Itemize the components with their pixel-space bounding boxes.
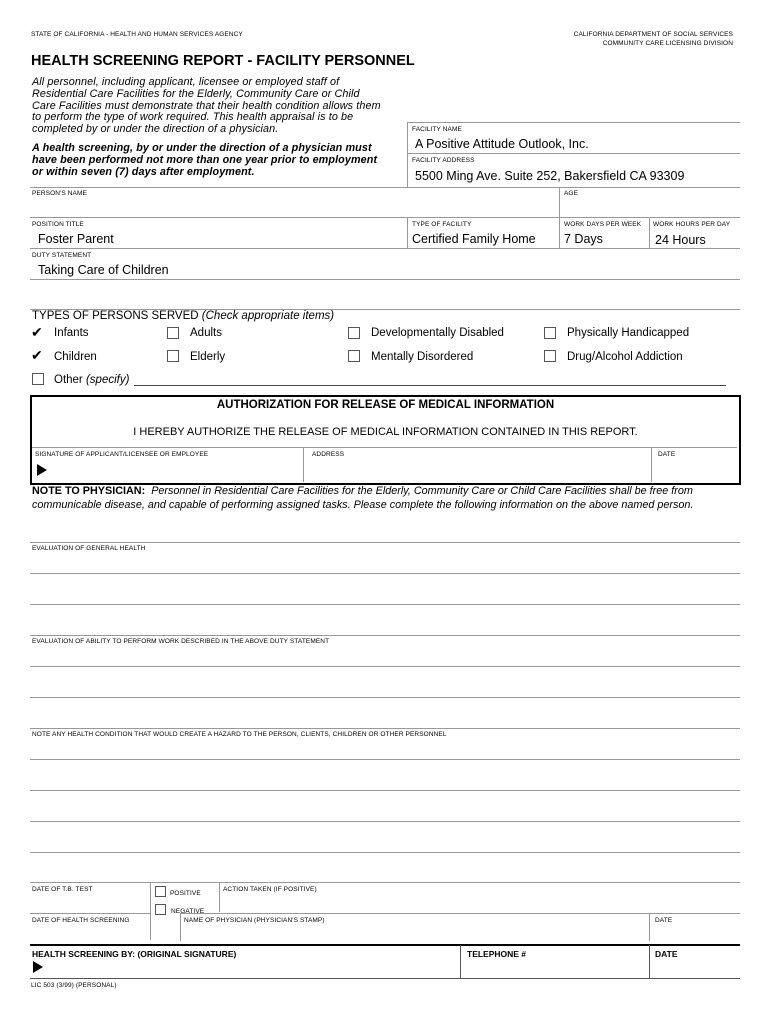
elderly-checkbox[interactable] [167,350,179,362]
facility-name-label: FACILITY NAME [412,126,462,133]
ability-field[interactable] [30,648,740,726]
screening-signature-field[interactable] [48,958,453,976]
footer-date-field[interactable] [655,958,735,976]
intro-bold-line: or within seven (7) days after employment. [32,165,255,178]
tb-negative-label: NEGATIVE [171,908,205,915]
ability-label: EVALUATION OF ABILITY TO PERFORM WORK DESCRIBED IN THE ABOVE DUTY STATEMENT [32,638,330,645]
intro-text [32,77,397,178]
applicant-signature-field[interactable] [52,460,297,478]
footer-date-label: DATE [655,949,678,959]
mentally-disordered-checkbox[interactable] [348,350,360,362]
applicant-signature-label: SIGNATURE OF APPLICANT/LICENSEE OR EMPLOYEE [35,451,209,458]
adults-label: Adults [190,327,222,339]
hazard-field[interactable] [30,740,740,880]
tb-negative-checkbox[interactable] [155,904,166,915]
tb-positive-label: POSITIVE [170,890,201,897]
address-field[interactable] [310,460,645,478]
intro-bold-line: have been performed not more than one year prior to employment [32,153,378,166]
intro-line: Residential Care Facilities for the Elderly, Community Care or Child [32,87,360,100]
authorization-statement: I HEREBY AUTHORIZE THE RELEASE OF MEDICAL INFORMATION CONTAINED IN THIS REPORT. [133,426,638,438]
position-title-field[interactable]: Foster Parent [38,232,114,246]
children-checkbox[interactable]: ✔ [31,347,43,363]
screening-date-label: DATE OF HEALTH SCREENING [32,917,130,924]
auth-date-field[interactable] [656,460,734,478]
persons-name-field[interactable] [32,198,552,216]
form-title: HEALTH SCREENING REPORT - FACILITY PERSONNEL [31,53,415,69]
physician-date-field[interactable] [655,926,735,940]
agency-right-2: COMMUNITY CARE LICENSING DIVISION [602,40,733,47]
mentally-disordered-label: Mentally Disordered [371,351,474,363]
facility-address-field[interactable]: 5500 Ming Ave. Suite 252, Bakersfield CA 93309 [415,169,685,183]
duty-statement-label: DUTY STATEMENT [32,252,92,259]
intro-line: completed by or under the direction of a physician. [32,123,279,136]
work-hours-field[interactable]: 24 Hours [655,233,706,247]
duty-statement-field[interactable]: Taking Care of Children [38,263,169,277]
intro-line: to perform the type of work required. This health appraisal is to be [32,111,354,124]
arrow-right-icon [37,464,47,476]
elderly-label: Elderly [190,351,226,363]
children-label: Children [54,351,97,363]
other-specify-field[interactable] [134,385,726,386]
tb-positive-checkbox[interactable] [155,886,166,897]
infants-checkbox[interactable]: ✔ [31,324,43,340]
physician-name-field[interactable] [184,926,644,940]
auth-date-label: DATE [658,451,676,458]
drug-alcohol-checkbox[interactable] [544,350,556,362]
general-health-field[interactable] [30,554,740,634]
screening-date-field[interactable] [32,926,147,940]
position-title-label: POSITION TITLE [32,221,84,228]
agency-left: STATE OF CALIFORNIA - HEALTH AND HUMAN SERVICES AGENCY [31,31,243,38]
physician-date-label: DATE [655,917,673,924]
adults-checkbox[interactable] [167,327,179,339]
age-field[interactable] [564,198,734,216]
tb-date-field[interactable] [32,895,147,909]
phys-handicapped-label: Physically Handicapped [567,327,690,339]
telephone-label: TELEPHONE # [467,949,527,959]
facility-type-label: TYPE OF FACILITY [412,221,472,228]
note-to-physician: NOTE TO PHYSICIAN: Personnel in Residential Care Facilities for the Elderly, Community Care or Child Care Facilities shall be free from communicable disease, and capable of performing assigned tasks. Please complete the following information on the above named person. [32,485,694,511]
physician-name-label: NAME OF PHYSICIAN (PHYSICIAN'S STAMP) [184,917,325,924]
work-days-field[interactable]: 7 Days [564,232,603,246]
work-days-label: WORK DAYS PER WEEK [564,221,642,228]
intro-line: All personnel, including applicant, licensee or employed staff of [32,76,340,88]
form-id: LIC 503 (3/99) (PERSONAL) [31,982,117,989]
persons-name-label: PERSON'S NAME [32,190,87,197]
arrow-right-icon [33,961,43,973]
action-taken-label: ACTION TAKEN (IF POSITIVE) [223,886,317,893]
dev-disabled-label: Developmentally Disabled [371,327,504,339]
age-label: AGE [564,190,579,197]
address-label: ADDRESS [312,451,345,458]
infants-label: Infants [54,327,89,339]
hazard-label: NOTE ANY HEALTH CONDITION THAT WOULD CREATE A HAZARD TO THE PERSON, CLIENTS, CHILDREN OR OTHER PERSONNEL [32,731,447,738]
dev-disabled-checkbox[interactable] [348,327,360,339]
drug-alcohol-label: Drug/Alcohol Addiction [567,351,683,363]
other-label: Other (specify) [54,374,130,386]
intro-line: Care Facilities must demonstrate that their health condition allows them [32,99,381,112]
phys-handicapped-checkbox[interactable] [544,327,556,339]
screening-by-label: HEALTH SCREENING BY: (ORIGINAL SIGNATURE) [32,949,237,959]
telephone-field[interactable] [467,958,642,976]
work-hours-label: WORK HOURS PER DAY [653,221,731,228]
facility-type-field[interactable]: Certified Family Home [412,232,536,246]
action-taken-field[interactable] [223,895,733,909]
intro-bold-line: A health screening, by or under the direction of a physician must [32,141,372,154]
tb-date-label: DATE OF T.B. TEST [32,886,93,893]
persons-served-heading: TYPES OF PERSONS SERVED (Check appropriate items) [32,310,335,322]
general-health-label: EVALUATION OF GENERAL HEALTH [32,545,146,552]
other-checkbox[interactable] [32,373,44,385]
facility-name-field[interactable]: A Positive Attitude Outlook, Inc. [415,137,589,151]
authorization-heading: AUTHORIZATION FOR RELEASE OF MEDICAL INFORMATION [216,399,555,411]
facility-address-label: FACILITY ADDRESS [412,157,475,164]
agency-right-1: CALIFORNIA DEPARTMENT OF SOCIAL SERVICES [573,31,733,38]
